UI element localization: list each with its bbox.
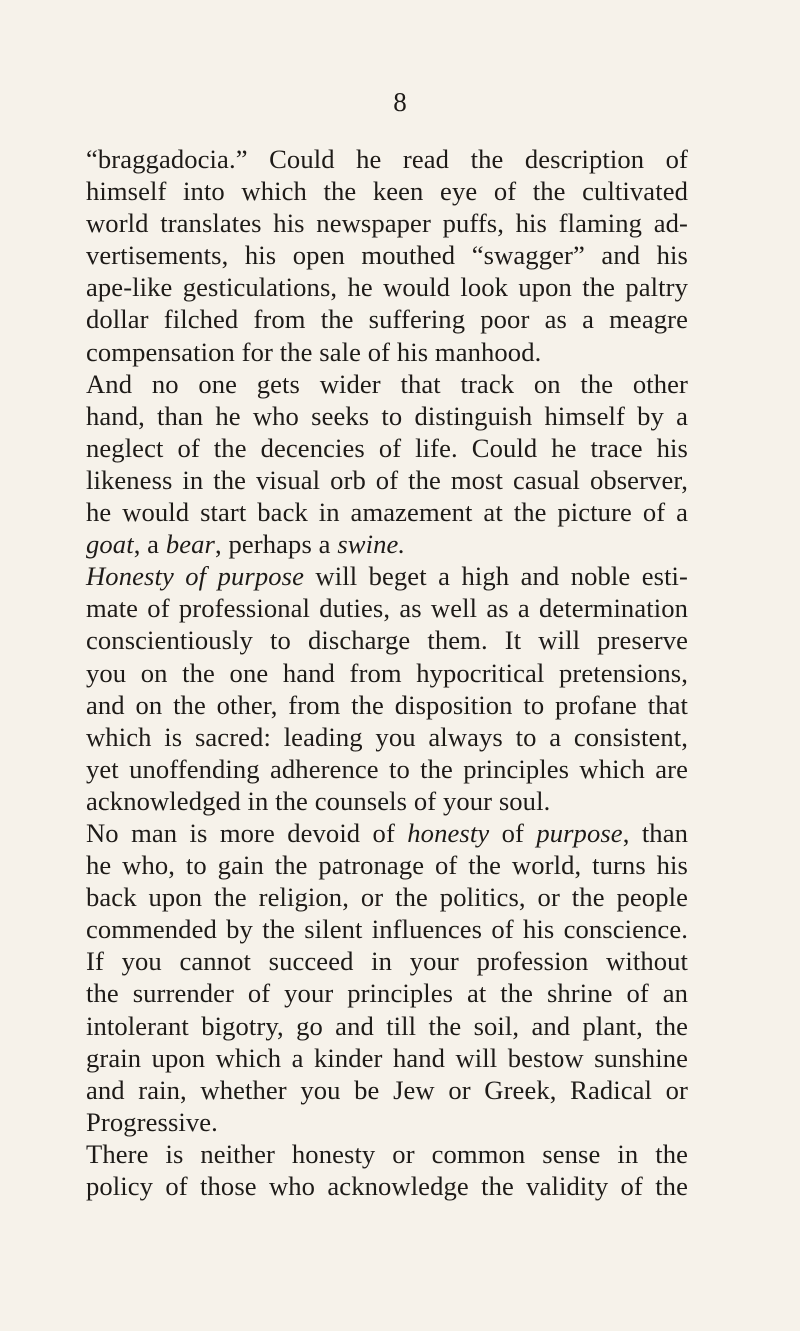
text-segment: the surrender of your principles at the shrine of an [86,978,688,1009]
text-segment: neglect of the decencies of life. Could he trace his [86,432,688,463]
text-line [86,432,688,464]
text-segment: , perhaps a [215,529,338,560]
text-line [86,881,688,913]
text-line [86,753,688,785]
text-segment: he would start back in amazement at the picture of a [86,497,688,528]
text-segment: he who, to gain the patronage of the world, turns his [86,850,688,881]
text-line [86,368,688,400]
italic-text: honesty [407,817,490,848]
text-line [86,913,688,945]
text-segment: of [489,817,537,848]
text-segment: and rain, whether you be Jew or Greek, Radical or [86,1074,688,1105]
body-text [86,143,688,1202]
text-line [86,207,688,239]
text-line [86,689,688,721]
text-line [86,592,688,624]
italic-text: bear [165,529,215,560]
text-line [86,464,688,496]
text-line [86,1170,688,1202]
text-line [86,817,688,849]
text-line [86,175,688,207]
text-segment: If you cannot succeed in your profession without [86,946,688,977]
text-segment: And no one gets wider that track on the other [86,368,688,399]
text-segment: conscientiously to discharge them. It will preserve [86,625,688,656]
italic-text: Honesty of purpose [86,561,304,592]
text-line [86,721,688,753]
text-segment: Progressive. [86,1106,218,1137]
text-line [86,1138,688,1170]
text-line [86,945,688,977]
page-number: 8 [393,87,407,117]
text-line [86,303,688,335]
text-segment: mate of professional duties, as well as a determination [86,593,688,624]
text-line [86,336,688,368]
text-segment: “braggadocia.” Could he read the description of [86,144,688,174]
text-line [86,1106,688,1138]
text-segment: and on the other, from the disposition to profane that [86,689,688,720]
text-segment: vertisements, his open mouthed “swagger” and his [86,240,688,271]
text-segment: commended by the silent influences of his conscience. [86,914,688,945]
italic-text: swine. [337,529,406,560]
text-segment: yet unoffending adherence to the principles which are [86,753,688,784]
text-segment: hand, than he who seeks to distinguish himself by a [86,400,688,431]
text-segment: himself into which the keen eye of the cultivated [86,176,688,207]
text-line [86,239,688,271]
text-segment: likeness in the visual orb of the most casual observer, [86,464,688,495]
text-line [86,528,688,560]
text-line [86,143,688,175]
text-segment: ape-like gesticulations, he would look upon the paltry [86,272,688,303]
text-segment: compensation for the sale of his manhood. [86,336,542,367]
text-segment: you on the one hand from hypocritical pretensions, [86,657,688,688]
text-line [86,657,688,689]
text-segment: , than [622,817,689,848]
text-segment: back upon the religion, or the politics, or the people [86,882,688,913]
text-segment: There is neither honesty or common sense in the [86,1138,688,1169]
italic-text: purpose [536,817,623,848]
text-segment: No man is more devoid of [86,817,408,848]
text-segment: which is sacred: leading you always to a consistent, [86,721,688,752]
text-line [86,400,688,432]
text-line [86,271,688,303]
text-line [86,624,688,656]
text-line [86,560,688,592]
text-segment: intolerant bigotry, go and till the soil, and plant, the [86,1010,688,1041]
text-line [86,785,688,817]
text-segment: dollar filched from the suffering poor as a meagre [86,304,688,335]
text-segment: will beget a high and noble esti- [303,561,688,592]
text-line [86,1042,688,1074]
text-segment: acknowledged in the counsels of your soul. [86,785,551,816]
text-segment: world translates his newspaper puffs, his flaming ad- [86,208,688,239]
text-segment: , a [133,529,166,560]
text-line [86,1010,688,1042]
text-line [86,1074,688,1106]
text-segment: grain upon which a kinder hand will bestow sunshine [86,1042,688,1073]
text-segment: policy of those who acknowledge the validity of the [86,1171,688,1201]
text-line [86,977,688,1009]
text-line [86,849,688,881]
italic-text: goat [86,529,134,560]
text-line [86,496,688,528]
